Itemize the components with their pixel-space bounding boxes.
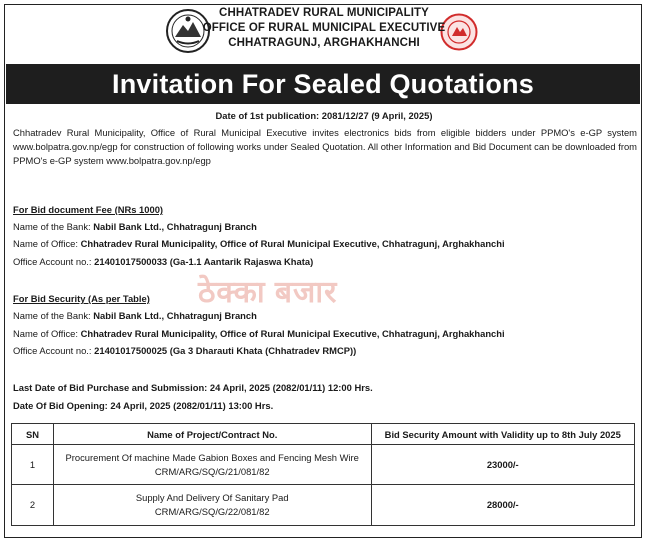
bid-security-account: [13, 344, 356, 358]
table-row: [12, 445, 635, 485]
bid-fee-heading: For Bid document Fee (NRs 1000): [13, 204, 164, 215]
bank-label: Name of the Bank:: [13, 310, 91, 321]
office-location: CHHATRAGUNJ, ARGHAKHANCHI: [228, 37, 420, 49]
office-label: Name of Office:: [13, 238, 78, 249]
bid-security-heading: For Bid Security (As per Table): [13, 293, 150, 304]
bank-value: Nabil Bank Ltd., Chhatragunj Branch: [93, 221, 257, 232]
account-label: Office Account no.:: [13, 345, 92, 356]
municipality-name: CHHATRADEV RURAL MUNICIPALITY: [219, 7, 429, 19]
bid-fee-account: [13, 255, 313, 269]
table-header-row: [12, 424, 635, 445]
bid-table: [11, 423, 635, 526]
office-value: Chhatradev Rural Municipality, Office of Rural Municipal Executive, Chhatragunj, Arghakhanchi: [80, 328, 505, 339]
row-amount: 28000/-: [371, 485, 635, 526]
watermark-text: ठेक्का बजार: [198, 276, 338, 309]
opening-date: Date Of Bid Opening: 24 April, 2025 (2082/01/11) 13:00 Hrs.: [13, 400, 274, 411]
bank-label: Name of the Bank:: [13, 221, 91, 232]
column-header-amount: Bid Security Amount with Validity up to 8th July 2025: [371, 424, 635, 445]
column-header-sn: SN: [12, 424, 54, 445]
office-name: OFFICE OF RURAL MUNICIPAL EXECUTIVE: [202, 22, 446, 34]
row-project: [53, 445, 371, 485]
contract-number: CRM/ARG/SQ/G/21/081/82: [154, 465, 270, 477]
contract-number: CRM/ARG/SQ/G/22/081/82: [154, 506, 270, 517]
bid-fee-office: [13, 237, 505, 251]
row-amount: 23000/-: [371, 445, 635, 485]
bid-fee-bank: [13, 220, 257, 234]
office-header: [0, 6, 648, 51]
title-banner: Invitation For Sealed Quotations: [6, 64, 640, 104]
publication-date: Date of 1st publication: 2081/12/27 (9 April, 2025): [215, 110, 433, 121]
row-sn: 2: [12, 485, 54, 526]
office-label: Name of Office:: [13, 328, 78, 339]
intro-paragraph: Chhatradev Rural Municipality, Office of Rural Municipal Executive invites electronics bids from eligible bidders under PPMO's e-GP system www.bolpatra.gov.np/egp for construction of following works under Sealed Quotation. All other Information and Bid Document can be downloaded from PPMO's e-GP system www.bolpatra.gov.np/egp: [13, 127, 637, 166]
row-sn: 1: [12, 445, 54, 485]
bank-value: Nabil Bank Ltd., Chhatragunj Branch: [93, 310, 257, 321]
column-header-project: Name of Project/Contract No.: [53, 424, 371, 445]
bid-security-bank: [13, 309, 257, 323]
account-value: 21401017500025 (Ga 3 Dharauti Khata (Chhatradev RMCP)): [94, 345, 357, 356]
account-label: Office Account no.:: [13, 256, 92, 267]
table-row: [12, 485, 635, 526]
project-name: Supply And Delivery Of Sanitary Pad: [135, 492, 289, 503]
project-name: Procurement Of machine Made Gabion Boxes and Fencing Mesh Wire: [65, 451, 359, 463]
row-project: [53, 485, 371, 526]
account-value: 21401017500033 (Ga-1.1 Aantarik Rajaswa Khata): [94, 256, 314, 267]
office-value: Chhatradev Rural Municipality, Office of Rural Municipal Executive, Chhatragunj, Arghakhanchi: [80, 238, 505, 249]
submission-deadline: Last Date of Bid Purchase and Submission: 24 April, 2025 (2082/01/11) 12:00 Hrs.: [13, 382, 373, 393]
bid-security-office: [13, 327, 505, 341]
